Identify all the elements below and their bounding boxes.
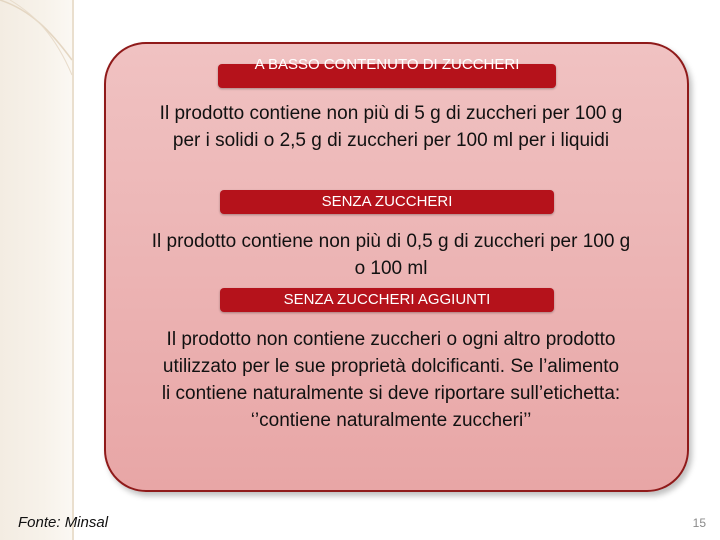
- heading-no-added-sugar: SENZA ZUCCHERI AGGIUNTI: [220, 288, 554, 312]
- heading-sugar-free: SENZA ZUCCHERI: [220, 190, 554, 214]
- source-note: Fonte: Minsal: [18, 514, 109, 531]
- heading-low-sugar-label: A BASSO CONTENUTO DI ZUCCHERI: [254, 56, 520, 73]
- heading-low-sugar: [218, 56, 556, 88]
- text-no-added-sugar: Il prodotto non contiene zuccheri o ogni altro prodotto utilizzato per le sue proprietà dolcificanti. Se l’alimento li contiene naturalmente si deve riportare sull’etichetta: ‘’contiene naturalmente zuccheri’’: [161, 329, 621, 431]
- corner-swirl-decoration: [0, 0, 90, 90]
- text-sugar-free: Il prodotto contiene non più di 0,5 g di zuccheri per 100 g o 100 ml: [151, 231, 631, 279]
- page-number: 15: [692, 516, 706, 530]
- text-low-sugar: Il prodotto contiene non più di 5 g di zuccheri per 100 g per i solidi o 2,5 g di zuccheri per 100 ml per i liquidi: [159, 103, 623, 151]
